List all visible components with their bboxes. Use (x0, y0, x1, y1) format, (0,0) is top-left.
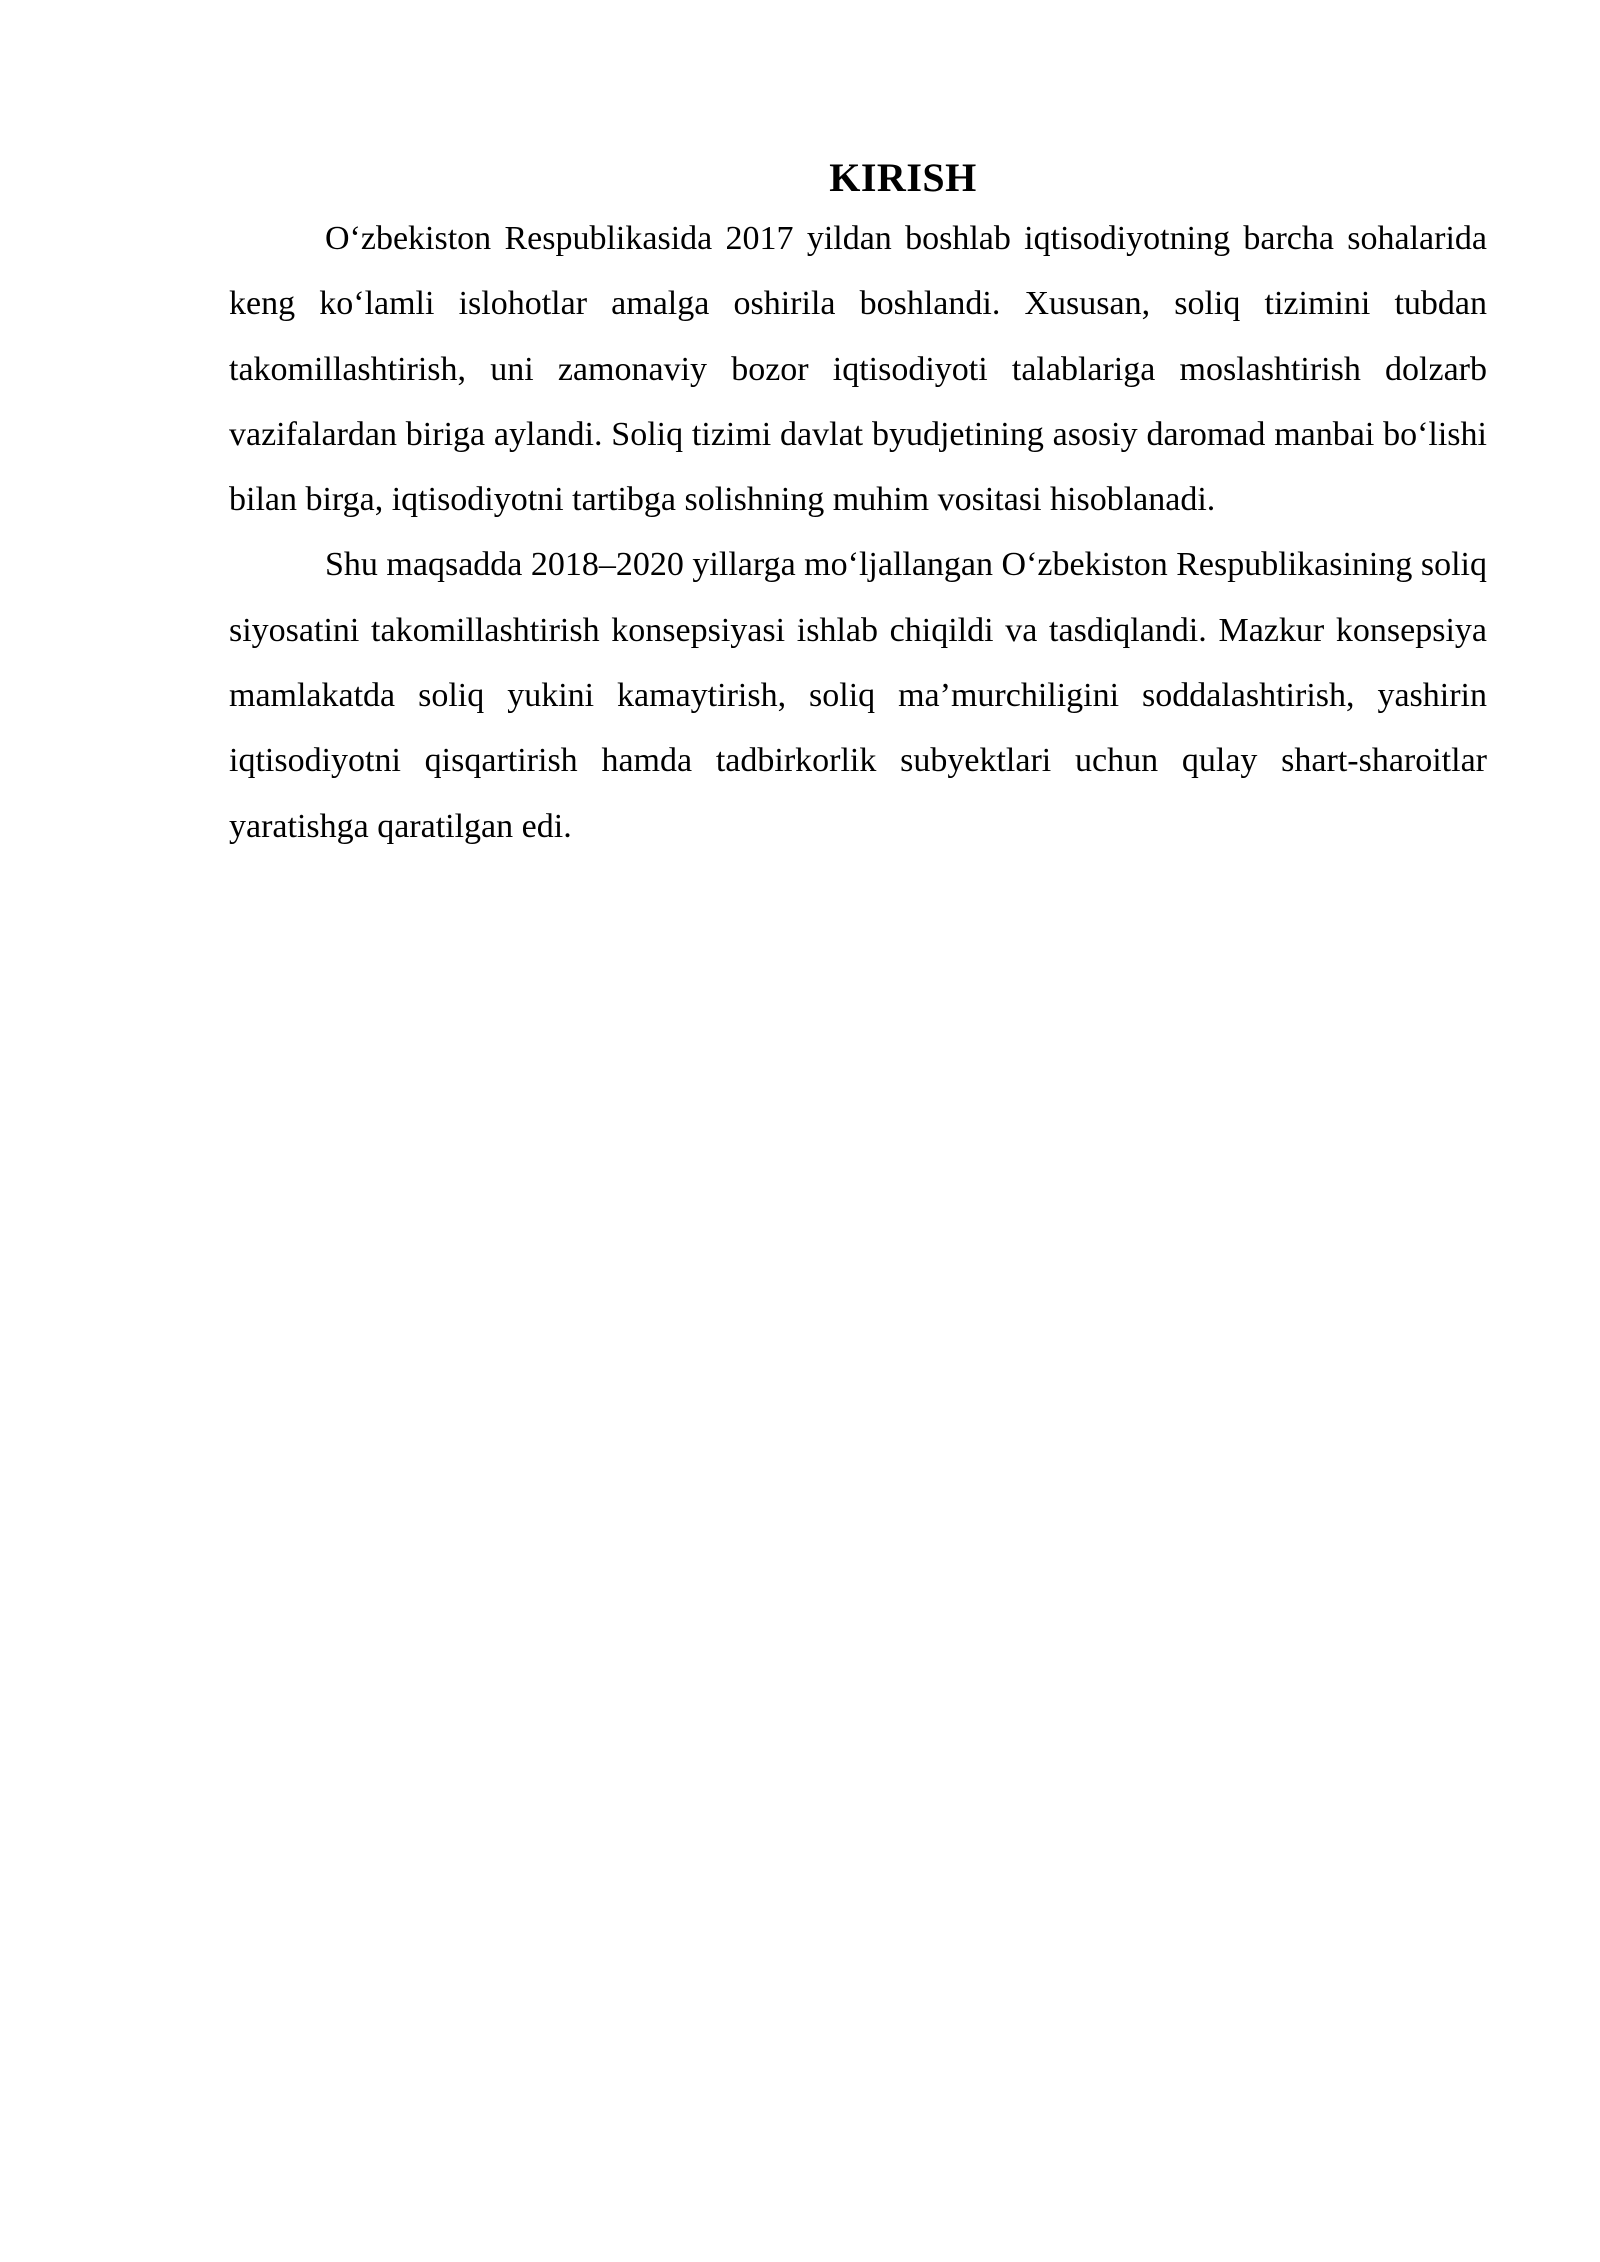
document-body (229, 150, 1487, 859)
paragraph-concept: Shu maqsadda 2018–2020 yillarga mo‘ljallangan O‘zbekiston Respublikasining soliq siyosatini takomillashtirish konsepsiyasi ishlab chiqildi va tasdiqlandi. Mazkur konsepsiya mamlakatda soliq yukini kamaytirish, soliq ma’murchiligini soddalashtirish, yashirin iqtisodiyotni qisqartirish hamda tadbirkorlik subyektlari uchun qulay shart-sharoitlar yaratishga qaratilgan edi. (229, 546, 1487, 845)
page-title: KIRISH (829, 155, 977, 200)
paragraph-intro: O‘zbekiston Respublikasida 2017 yildan boshlab iqtisodiyotning barcha sohalarida keng ko‘lamli islohotlar amalga oshirila boshlandi. Xususan, soliq tizimini tubdan takomillashtirish, uni zamonaviy bozor iqtisodiyoti talablariga moslashtirish dolzarb vazifalardan biriga aylandi. Soliq tizimi davlat byudjetining asosiy daromad manbai bo‘lishi bilan birga, iqtisodiyotni tartibga solishning muhim vositasi hisoblanadi. (229, 220, 1487, 519)
